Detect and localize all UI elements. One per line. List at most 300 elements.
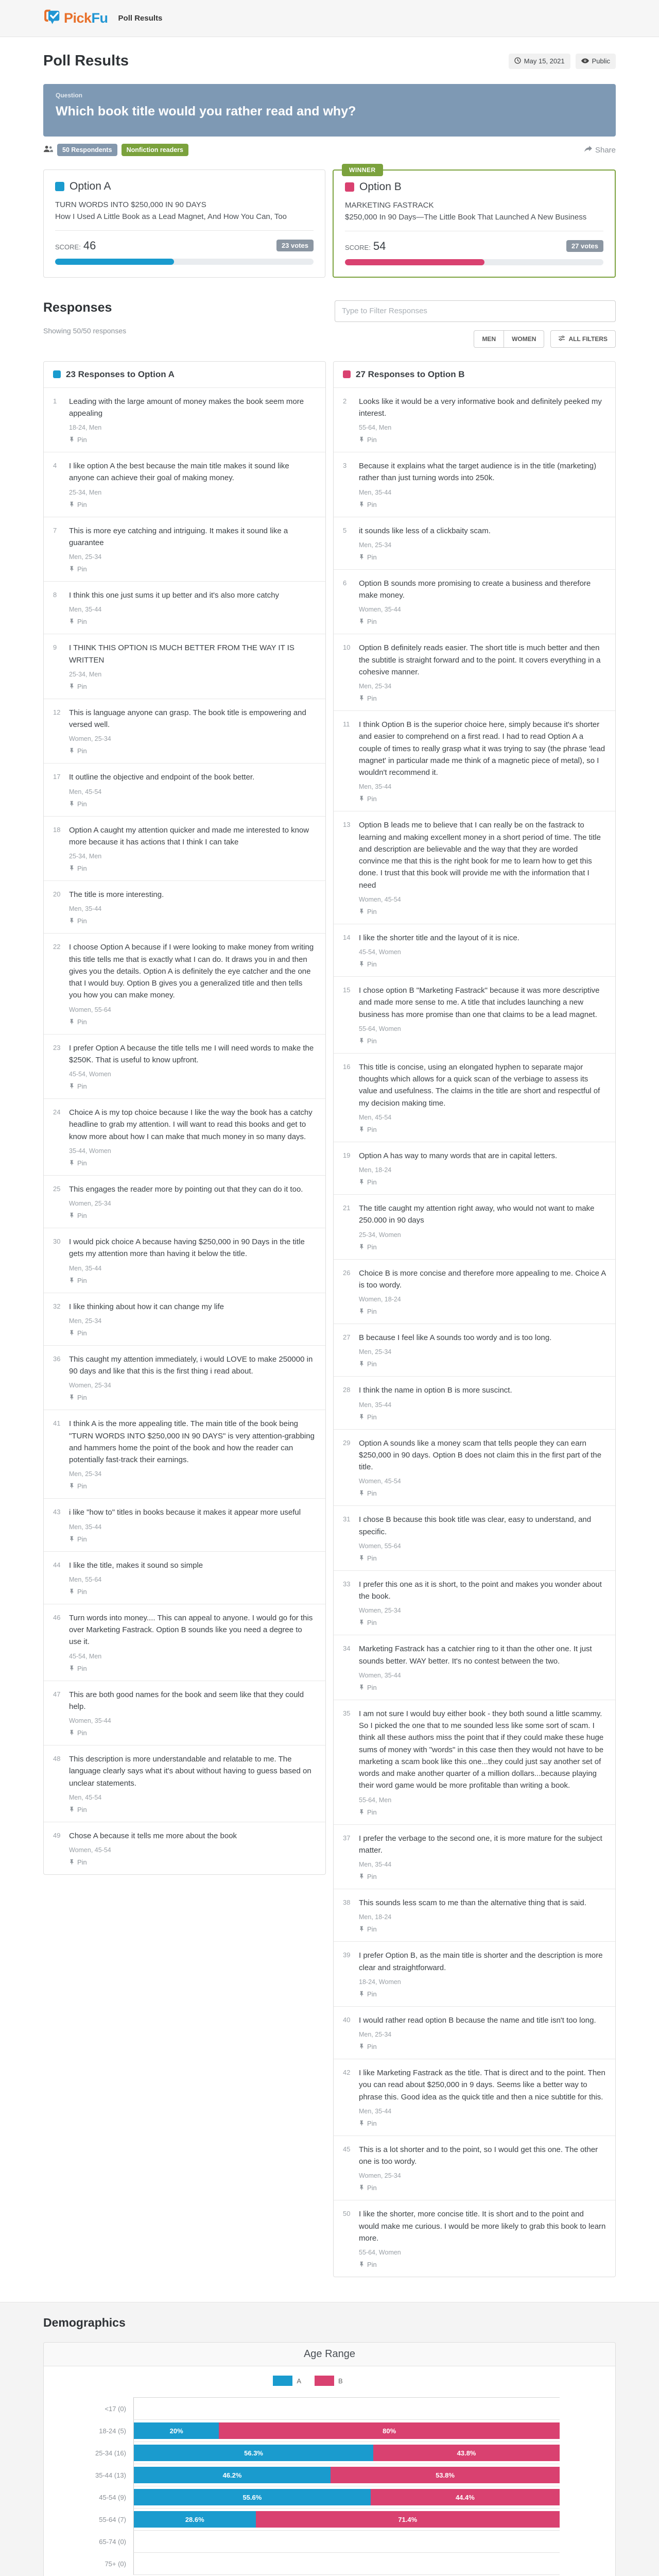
pin-label: Pin bbox=[367, 694, 377, 702]
response-text: I prefer this one as it is short, to the point and makes you wonder about the book. bbox=[359, 1580, 602, 1601]
pin-label: Pin bbox=[77, 800, 87, 808]
stacked-bar bbox=[134, 2533, 560, 2550]
pin-label: Pin bbox=[367, 1925, 377, 1934]
pin-button[interactable] bbox=[359, 1808, 377, 1816]
pin-button[interactable] bbox=[359, 436, 377, 444]
response-text: Choice B is more concise and therefore more appealing to me. Choice A is too wordy. bbox=[359, 1268, 606, 1290]
response-text: I prefer Option B, as the main title is shorter and the description is more clear and straightforward. bbox=[359, 1951, 603, 1972]
filter-men-button[interactable]: MEN bbox=[474, 330, 504, 348]
pin-icon bbox=[69, 1212, 75, 1219]
response-number: 50 bbox=[343, 2210, 351, 2218]
pin-button[interactable] bbox=[359, 1178, 377, 1186]
response-number: 38 bbox=[343, 1899, 351, 1906]
response-body bbox=[359, 2014, 606, 2052]
response-row bbox=[334, 569, 615, 634]
response-text: Chose A because it tells me more about the book bbox=[69, 1831, 237, 1840]
response-body bbox=[69, 1612, 316, 1673]
pin-icon bbox=[69, 565, 75, 573]
pin-label: Pin bbox=[77, 1082, 87, 1090]
pin-icon bbox=[359, 1619, 365, 1626]
pin-label: Pin bbox=[77, 436, 87, 444]
pin-label: Pin bbox=[77, 565, 87, 573]
response-row bbox=[44, 452, 325, 517]
score-label: SCORE: bbox=[55, 243, 81, 251]
response-body bbox=[359, 1150, 606, 1187]
option-b-responses-header: 27 Responses to Option B bbox=[334, 362, 615, 387]
response-row bbox=[334, 1259, 615, 1324]
response-body bbox=[69, 525, 316, 574]
response-number: 42 bbox=[343, 2069, 351, 2076]
pin-button[interactable] bbox=[69, 618, 87, 625]
response-demographic: 25-34, Men bbox=[69, 488, 102, 496]
response-text: Option A caught my attention quicker and made me interested to know more because it has actions that I think I can take bbox=[69, 825, 309, 846]
option-b-color-swatch bbox=[345, 182, 354, 192]
pin-icon bbox=[69, 501, 75, 509]
pin-label: Pin bbox=[367, 907, 377, 916]
response-text: It outline the objective and endpoint of the book better. bbox=[69, 773, 255, 782]
response-text: This title is concise, using an elongated hyphen to separate major thoughts which allows for a quick scan of the verbiage to assess its value and usefulness. The claims in the title are short and respectful of my decision making time. bbox=[359, 1062, 600, 1108]
pin-button[interactable] bbox=[69, 865, 87, 872]
response-body bbox=[359, 1267, 606, 1317]
pin-label: Pin bbox=[367, 1178, 377, 1186]
pin-icon bbox=[359, 553, 365, 561]
pin-button[interactable] bbox=[69, 565, 87, 573]
response-text: it sounds like less of a clickbaity scam. bbox=[359, 526, 491, 535]
response-number: 49 bbox=[53, 1831, 61, 1839]
pin-button[interactable] bbox=[69, 1858, 87, 1866]
response-row bbox=[44, 1551, 325, 1604]
response-demographic: Men, 25-34 bbox=[359, 2031, 392, 2038]
pin-icon bbox=[359, 2043, 365, 2050]
response-demographic: 45-54, Women bbox=[359, 948, 401, 956]
pickfu-logo-text: PickFu bbox=[64, 10, 108, 26]
response-demographic: Women, 25-34 bbox=[359, 2172, 401, 2180]
response-body bbox=[69, 1560, 316, 1597]
pin-icon bbox=[359, 1808, 365, 1816]
response-text: Leading with the large amount of money makes the book seem more appealing bbox=[69, 397, 304, 418]
response-demographic: Men, 25-34 bbox=[359, 683, 392, 690]
pin-icon bbox=[359, 436, 365, 444]
pin-button[interactable] bbox=[359, 1684, 377, 1691]
filter-responses-input[interactable] bbox=[335, 300, 616, 322]
response-text: Option B sounds more promising to create a business and therefore make money. bbox=[359, 579, 591, 600]
response-row bbox=[334, 1053, 615, 1142]
pin-label: Pin bbox=[77, 1535, 87, 1543]
pin-label: Pin bbox=[77, 618, 87, 626]
pin-button[interactable] bbox=[359, 960, 377, 968]
response-text: I chose B because this book title was clear, easy to understand, and specific. bbox=[359, 1515, 592, 1536]
response-text: Looks like it would be a very informative book and definitely peeked my interest. bbox=[359, 397, 602, 418]
pin-button[interactable] bbox=[69, 1665, 87, 1672]
response-number: 16 bbox=[343, 1062, 351, 1071]
response-demographic: Men, 45-54 bbox=[69, 788, 102, 795]
legend-swatch-b bbox=[315, 2376, 334, 2386]
chart-legend bbox=[56, 2376, 560, 2386]
response-text: Option B definitely reads easier. The short title is much better and then the subtitle is straight forward and to the point. It covers everything in a cohesive manner. bbox=[359, 643, 601, 676]
response-text: This is a lot shorter and to the point, so I would get this one. The other one is too wordy. bbox=[359, 2145, 598, 2166]
response-row bbox=[334, 1429, 615, 1506]
pin-icon bbox=[69, 865, 75, 872]
response-text: I chose option B "Marketing Fastrack" because it was more descriptive and made more sense to me. A title that includes launching a new business has more promise than one that claims to be a lead magnet. bbox=[359, 986, 600, 1019]
response-demographic: Men, 35-44 bbox=[359, 2107, 392, 2115]
response-body bbox=[359, 1061, 606, 1134]
pin-button[interactable] bbox=[359, 1554, 377, 1562]
response-row bbox=[334, 2059, 615, 2136]
response-body bbox=[69, 1753, 316, 1815]
stacked-bar bbox=[134, 2445, 560, 2461]
pin-label: Pin bbox=[77, 1329, 87, 1337]
pin-button[interactable] bbox=[359, 1990, 377, 1998]
pin-icon bbox=[69, 1858, 75, 1866]
option-a-line-2: How I Used A Little Book as a Lead Magnet, And How You Can, Too bbox=[55, 212, 287, 222]
option-b-label: Option B bbox=[359, 181, 402, 193]
pin-label: Pin bbox=[367, 618, 377, 626]
pin-icon bbox=[359, 694, 365, 702]
response-text: I prefer the verbage to the second one, it is more mature for the subject matter. bbox=[359, 1834, 602, 1855]
response-demographic: Men, 25-34 bbox=[69, 1317, 102, 1325]
response-body bbox=[359, 1437, 606, 1499]
response-body bbox=[69, 824, 316, 874]
category-label: 25-34 (16) bbox=[95, 2449, 126, 2457]
response-demographic: Men, 25-34 bbox=[359, 1348, 392, 1356]
response-row bbox=[44, 1293, 325, 1345]
pin-button[interactable] bbox=[359, 2120, 377, 2127]
response-demographic: Women, 25-34 bbox=[69, 735, 111, 743]
response-demographic: 25-34, Men bbox=[69, 853, 102, 860]
response-number: 27 bbox=[343, 1333, 351, 1341]
response-body bbox=[69, 1689, 316, 1738]
response-demographic: 45-54, Men bbox=[69, 1652, 102, 1660]
pin-button[interactable] bbox=[69, 501, 87, 509]
pin-icon bbox=[69, 1588, 75, 1596]
response-row bbox=[44, 387, 325, 452]
option-a-progress-track bbox=[55, 259, 314, 265]
bar-segment-b: 53.8% bbox=[331, 2467, 560, 2483]
response-row bbox=[44, 1822, 325, 1874]
option-a-label: Option A bbox=[70, 180, 111, 192]
pin-label: Pin bbox=[77, 1159, 87, 1167]
pin-label: Pin bbox=[367, 1243, 377, 1251]
response-demographic: 25-34, Women bbox=[359, 1231, 401, 1239]
response-demographic: Men, 35-44 bbox=[359, 1861, 392, 1868]
pin-icon bbox=[69, 1329, 75, 1337]
pin-button[interactable] bbox=[69, 1806, 87, 1814]
response-demographic: 18-24, Women bbox=[359, 1978, 401, 1986]
pin-button[interactable] bbox=[359, 1308, 377, 1315]
pin-button[interactable] bbox=[359, 2043, 377, 2050]
pin-button[interactable] bbox=[69, 683, 87, 690]
pin-label: Pin bbox=[77, 865, 87, 872]
category-bar-cell bbox=[133, 2486, 560, 2509]
response-body bbox=[359, 460, 606, 510]
pin-button[interactable] bbox=[69, 1588, 87, 1596]
pin-icon bbox=[359, 2120, 365, 2127]
response-demographic: 18-24, Men bbox=[69, 424, 102, 431]
response-row bbox=[334, 517, 615, 569]
response-demographic: Men, 25-34 bbox=[69, 1470, 102, 1478]
pin-icon bbox=[69, 1665, 75, 1672]
pin-button[interactable] bbox=[359, 1243, 377, 1251]
stacked-bar bbox=[134, 2467, 560, 2483]
response-number: 11 bbox=[343, 720, 350, 728]
pin-button[interactable] bbox=[69, 800, 87, 808]
response-row bbox=[334, 1824, 615, 1889]
respondents-icon bbox=[43, 145, 53, 155]
pin-icon bbox=[359, 1360, 365, 1368]
response-row bbox=[44, 1228, 325, 1293]
response-demographic: Men, 35-44 bbox=[69, 606, 102, 614]
response-number: 8 bbox=[53, 591, 57, 599]
responses-count-text: Showing 50/50 responses bbox=[43, 326, 127, 335]
response-body bbox=[359, 1514, 606, 1563]
response-demographic: Men, 25-34 bbox=[69, 553, 102, 561]
response-demographic: Women, 18-24 bbox=[359, 1296, 401, 1303]
category-bar-cell bbox=[133, 2553, 560, 2575]
response-demographic: 55-64, Women bbox=[359, 2249, 401, 2256]
option-a-votes-badge: 23 votes bbox=[276, 240, 314, 251]
pin-button[interactable] bbox=[359, 2184, 377, 2192]
response-number: 2 bbox=[343, 397, 347, 405]
pin-button[interactable] bbox=[69, 1159, 87, 1167]
response-demographic: 25-34, Men bbox=[69, 670, 102, 678]
response-body bbox=[359, 1332, 606, 1369]
pin-icon bbox=[359, 501, 365, 509]
response-text: I like the title, makes it sound so simple bbox=[69, 1561, 203, 1570]
pin-label: Pin bbox=[367, 2119, 377, 2127]
pin-label: Pin bbox=[77, 1212, 87, 1219]
response-row bbox=[44, 634, 325, 699]
response-body bbox=[359, 1384, 606, 1421]
pin-icon bbox=[359, 1178, 365, 1186]
pin-icon bbox=[359, 1554, 365, 1562]
response-number: 41 bbox=[53, 1419, 61, 1428]
category-label: 75+ (0) bbox=[105, 2560, 126, 2568]
option-b-votes-badge: 27 votes bbox=[566, 240, 603, 252]
share-button[interactable]: Share bbox=[584, 146, 616, 155]
date-chip: May 15, 2021 bbox=[509, 54, 570, 69]
pin-button[interactable] bbox=[359, 1126, 377, 1133]
pin-button[interactable] bbox=[359, 795, 377, 803]
response-number: 34 bbox=[343, 1645, 351, 1653]
response-row bbox=[334, 1324, 615, 1376]
category-bar-cell bbox=[133, 2531, 560, 2553]
response-text: This are both good names for the book and seem like that they could help. bbox=[69, 1690, 304, 1711]
response-number: 10 bbox=[343, 643, 351, 652]
app-title: Poll Results bbox=[118, 14, 163, 23]
response-body bbox=[69, 1830, 316, 1867]
filter-women-button[interactable]: WOMEN bbox=[504, 330, 544, 348]
option-a-score: 46 bbox=[83, 239, 96, 252]
response-number: 19 bbox=[343, 1151, 351, 1159]
respondents-badge: 50 Respondents bbox=[57, 144, 117, 156]
pin-button[interactable] bbox=[69, 1535, 87, 1543]
response-number: 18 bbox=[53, 825, 61, 834]
axis-spacer bbox=[56, 2575, 133, 2576]
response-demographic: 55-64, Men bbox=[359, 424, 392, 431]
response-row bbox=[334, 1376, 615, 1429]
response-number: 23 bbox=[53, 1043, 61, 1052]
response-demographic: Women, 25-34 bbox=[69, 1200, 111, 1207]
response-text: Turn words into money.... This can appeal to anyone. I would go for this over Marketing Fastrack. Option B sounds like you need a degree to use it. bbox=[69, 1613, 313, 1647]
option-b-score: 54 bbox=[373, 239, 386, 252]
response-demographic: Men, 35-44 bbox=[69, 905, 102, 913]
pickfu-logo[interactable] bbox=[43, 9, 108, 28]
pin-button[interactable] bbox=[69, 917, 87, 925]
response-row bbox=[334, 1570, 615, 1635]
response-demographic: 45-54, Women bbox=[69, 1071, 111, 1078]
response-row bbox=[334, 924, 615, 976]
pin-button[interactable] bbox=[69, 747, 87, 755]
response-row bbox=[334, 634, 615, 710]
response-text: Option A has way to many words that are in capital letters. bbox=[359, 1151, 558, 1160]
audience-badge: Nonfiction readers bbox=[122, 144, 188, 156]
category-bar-cell bbox=[133, 2442, 560, 2464]
pin-icon bbox=[69, 1018, 75, 1026]
pin-label: Pin bbox=[77, 1394, 87, 1402]
score-label: SCORE: bbox=[345, 243, 371, 251]
response-body bbox=[359, 2208, 606, 2269]
response-body bbox=[359, 1833, 606, 1882]
pin-button[interactable] bbox=[69, 1729, 87, 1737]
pin-button[interactable] bbox=[359, 1037, 377, 1045]
option-b-color-swatch bbox=[343, 370, 351, 378]
response-demographic: Men, 35-44 bbox=[359, 783, 392, 791]
pin-icon bbox=[69, 1729, 75, 1737]
pin-icon bbox=[69, 1159, 75, 1167]
response-demographic: Men, 35-44 bbox=[359, 1401, 392, 1409]
pin-button[interactable] bbox=[359, 1360, 377, 1368]
pin-button[interactable] bbox=[359, 1413, 377, 1421]
response-number: 33 bbox=[343, 1580, 351, 1588]
response-body bbox=[359, 1202, 606, 1252]
response-number: 9 bbox=[53, 643, 57, 652]
response-demographic: Women, 25-34 bbox=[69, 1382, 111, 1389]
option-a-color-swatch bbox=[53, 370, 61, 378]
response-number: 26 bbox=[343, 1268, 351, 1277]
bar-segment-b: 80% bbox=[219, 2422, 560, 2439]
pin-button[interactable] bbox=[69, 1082, 87, 1090]
all-filters-button[interactable]: ALL FILTERS bbox=[550, 330, 616, 348]
pin-label: Pin bbox=[77, 1276, 87, 1284]
pin-label: Pin bbox=[367, 1489, 377, 1498]
pin-icon bbox=[69, 436, 75, 444]
pin-label: Pin bbox=[77, 682, 87, 690]
bar-segment-a: 55.6% bbox=[134, 2489, 371, 2505]
pin-label: Pin bbox=[367, 1808, 377, 1816]
response-row bbox=[44, 1604, 325, 1681]
pin-button[interactable] bbox=[359, 1619, 377, 1626]
category-label: 55-64 (7) bbox=[99, 2516, 126, 2523]
response-row bbox=[44, 1498, 325, 1551]
response-number: 31 bbox=[343, 1515, 351, 1523]
pin-label: Pin bbox=[367, 1037, 377, 1045]
pin-button[interactable] bbox=[69, 1329, 87, 1337]
response-row bbox=[44, 933, 325, 1033]
pin-button[interactable] bbox=[359, 501, 377, 509]
pin-button[interactable] bbox=[359, 618, 377, 625]
option-b-responses-column bbox=[333, 361, 616, 2278]
pin-label: Pin bbox=[367, 2043, 377, 2050]
pin-label: Pin bbox=[77, 500, 87, 509]
category-bar-cell bbox=[133, 2397, 560, 2420]
pin-button[interactable] bbox=[69, 1277, 87, 1284]
question-label: Question bbox=[56, 92, 83, 99]
response-body bbox=[359, 525, 606, 562]
response-body bbox=[359, 396, 606, 445]
pin-button[interactable] bbox=[359, 1489, 377, 1497]
response-demographic: Men, 45-54 bbox=[69, 1793, 102, 1801]
bar-segment-b: 71.4% bbox=[256, 2511, 560, 2528]
response-row bbox=[44, 880, 325, 933]
response-row bbox=[334, 2136, 615, 2200]
response-body bbox=[69, 1301, 316, 1338]
pin-button[interactable] bbox=[359, 553, 377, 561]
pin-button[interactable] bbox=[69, 1482, 87, 1490]
response-text: This is language anyone can grasp. The book title is empowering and versed well. bbox=[69, 708, 306, 729]
response-text: This is more eye catching and intriguing. It makes it sound like a guarantee bbox=[69, 526, 288, 547]
response-row bbox=[334, 2200, 615, 2277]
response-demographic: Women, 45-54 bbox=[359, 895, 401, 903]
response-number: 35 bbox=[343, 1709, 351, 1717]
pin-icon bbox=[69, 1394, 75, 1401]
response-row bbox=[334, 1889, 615, 1941]
response-body bbox=[359, 932, 606, 969]
pin-label: Pin bbox=[367, 1990, 377, 1998]
response-number: 40 bbox=[343, 2015, 351, 2024]
top-bar bbox=[0, 0, 659, 37]
response-number: 44 bbox=[53, 1561, 61, 1569]
category-bar-cell bbox=[133, 2420, 560, 2442]
response-body bbox=[69, 1107, 316, 1168]
category-label: 35-44 (13) bbox=[95, 2471, 126, 2479]
response-body bbox=[69, 1418, 316, 1491]
stacked-bar bbox=[134, 2422, 560, 2439]
pin-icon bbox=[359, 1873, 365, 1880]
pin-label: Pin bbox=[367, 1125, 377, 1133]
pin-icon bbox=[359, 795, 365, 803]
pin-button[interactable] bbox=[359, 1873, 377, 1880]
legend-label: B bbox=[338, 2377, 343, 2385]
pin-button[interactable] bbox=[359, 2261, 377, 2268]
responses-title: Responses bbox=[43, 300, 112, 315]
response-demographic: Women, 25-34 bbox=[359, 1607, 401, 1615]
pin-label: Pin bbox=[367, 436, 377, 444]
response-row bbox=[334, 1505, 615, 1570]
response-body bbox=[359, 1708, 606, 1817]
pin-button[interactable] bbox=[69, 1394, 87, 1401]
pin-icon bbox=[359, 1489, 365, 1497]
pin-button[interactable] bbox=[69, 1018, 87, 1026]
pin-button[interactable] bbox=[69, 1212, 87, 1219]
response-text: I THINK THIS OPTION IS MUCH BETTER FROM THE WAY IT IS WRITTEN bbox=[69, 643, 294, 665]
pin-label: Pin bbox=[367, 2261, 377, 2268]
pin-button[interactable] bbox=[359, 1925, 377, 1933]
stacked-bar bbox=[134, 2400, 560, 2417]
pin-label: Pin bbox=[77, 1018, 87, 1026]
eye-icon bbox=[581, 57, 589, 65]
response-body bbox=[69, 771, 316, 808]
option-a-progress-fill bbox=[55, 259, 174, 265]
legend-swatch-a bbox=[273, 2376, 292, 2386]
response-number: 12 bbox=[53, 708, 61, 716]
pin-button[interactable] bbox=[359, 694, 377, 702]
category-bar-cell bbox=[133, 2464, 560, 2486]
response-body bbox=[359, 719, 606, 804]
response-body bbox=[359, 819, 606, 917]
pin-label: Pin bbox=[367, 795, 377, 803]
pin-button[interactable] bbox=[69, 436, 87, 444]
pin-button[interactable] bbox=[359, 908, 377, 916]
